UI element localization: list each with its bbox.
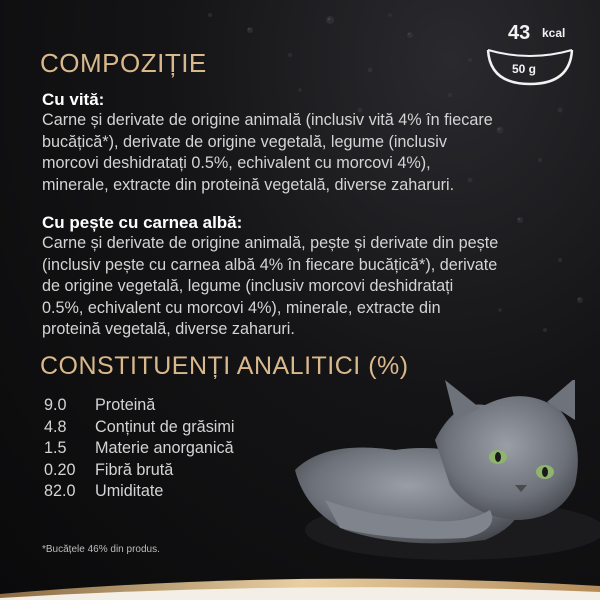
analytic-row (44, 395, 234, 417)
portion-weight: 50 g (512, 62, 537, 76)
analytic-heading: CONSTITUENȚI ANALITICI (%) (40, 352, 409, 380)
analytic-label: Materie anorganică (95, 439, 234, 458)
calorie-badge (478, 14, 582, 88)
variant-title-whitefish: Cu pește cu carnea albă: (42, 213, 243, 232)
composition-heading: COMPOZIȚIE (40, 48, 207, 78)
footnote: *Bucățele 46% din produs. (42, 544, 160, 555)
kcal-value: 43 (508, 22, 531, 44)
analytic-table (44, 395, 234, 503)
analytic-label: Fibră brută (95, 460, 174, 479)
analytic-value: 9.0 (44, 396, 67, 414)
analytic-value: 4.8 (44, 417, 67, 436)
analytic-label: Proteină (95, 396, 156, 414)
gold-wave-decoration (0, 530, 600, 600)
analytic-label: Umiditate (95, 482, 164, 501)
analytic-row (44, 481, 234, 503)
kcal-unit: kcal (542, 26, 566, 40)
variant-text-beef: Carne și derivate de origine animală (inclusiv vită 4% în fiecare bucățică*), derivate de origine vegetală, legume (inclusiv morcovi deshidratați 0.5%, echivalent cu morcovi 4%), minerale, extracte din proteină vegetală, diverse zaharuri. (42, 111, 493, 194)
analytic-row (44, 438, 234, 460)
analytic-row (44, 460, 234, 482)
analytic-value: 0.20 (44, 460, 76, 479)
variant-title-beef: Cu vită: (42, 90, 105, 109)
analytic-value: 1.5 (44, 439, 67, 458)
analytic-label: Conținut de grăsimi (95, 417, 235, 436)
analytic-value: 82.0 (44, 482, 76, 501)
variant-text-whitefish: Carne și derivate de origine animală, pește și derivate din pește (inclusiv pește cu carnea albă 4% în fiecare bucățică*), derivate de origine vegetală, legume (inclusiv morcovi deshidratați 0.5%, echivalent cu morcovi 4%), minerale, extracte din proteină vegetală, diverse zaharuri. (42, 234, 499, 338)
analytic-row (44, 417, 234, 439)
